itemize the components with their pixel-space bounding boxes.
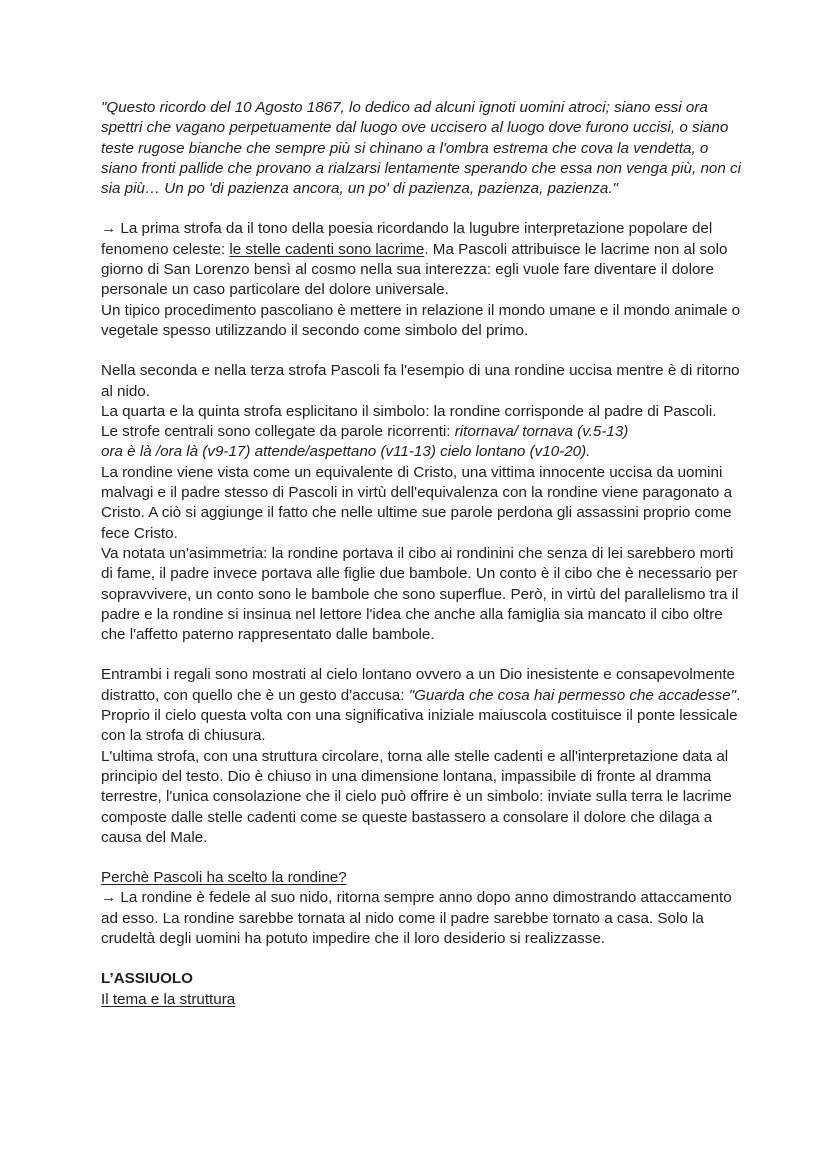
gifts-text: Entrambi i regali sono mostrati al cielo lontano ovvero a un Dio inesistente e consapevolmente distratto, con quello che è un gesto d'accusa: [101, 666, 736, 704]
accusation-quote: "Guarda che cosa hai permesso che accadesse" [408, 686, 737, 704]
last-stanza-paragraph: L'ultima strofa, con una struttura circolare, torna alle stelle cadenti e all'interpretazione data al principio del testo. Dio è chiuso in una dimensione lontana, impassibile di fronte al dramma terrestre, l'unica consolazione che il cielo può offrire è un simbolo: inviate sulla terra le lacrime composte dalle stelle cadenti come se queste bastassero a consolare il dolore che dilaga a causa del Male. [101, 747, 732, 846]
recurring-words-intro: Le strofe centrali sono collegate da parole ricorrenti: [101, 423, 455, 441]
paragraph-gap [101, 848, 741, 868]
swallow-question: Perchè Pascoli ha scelto la rondine? [101, 869, 347, 887]
asymmetry-paragraph: Va notata un'asimmetria: la rondine portava il cibo ai rondinini che senza di lei sarebbero morti di fame, il padre invece portava alle figlie due bambole. Un conto è il cibo che è necessario per sopravvivere, un conto sono le bambole che sono superflue. Però, in virtù del parallelismo tra il padre e la rondine si insinua nel lettore l'idea che anche alla famiglia sia mancato il cibo oltre che l'affetto paterno rappresentato dalle bambole. [101, 544, 739, 644]
sky-bridge-paragraph: Proprio il cielo questa volta con una significativa iniziale maiuscola costituisce il ponte lessicale con la strofa di chiusura. [101, 707, 738, 745]
pascoli-procedure-paragraph: Un tipico procedimento pascoliano è mettere in relazione il mondo umane e il mondo animale o vegetale spesso utilizzando il secondo come simbolo del primo. [101, 301, 741, 339]
section-heading: L’ASSIUOLO [101, 970, 193, 988]
gifts-text-end: . [736, 686, 741, 704]
first-stanza-text: La prima strofa da il tono della poesia ricordando la lugubre interpretazione popolare del fenomeno celeste: [101, 220, 713, 258]
paragraph-gap [101, 645, 741, 665]
swallow-answer [101, 888, 741, 949]
swallow-answer-text: La rondine è fedele al suo nido, ritorna sempre anno dopo anno dimostrando attaccamento ad esso. La rondine sarebbe tornata al nido come il padre sarebbe tornato a casa. Solo la crudeltà degli uomini ha potuto impedire che il loro desiderio si realizzasse. [101, 889, 732, 947]
falling-stars-phrase: le stelle cadenti sono lacrime [229, 240, 425, 258]
christ-equivalence-paragraph: La rondine viene vista come un equivalente di Cristo, una vittima innocente uccisa da uomini malvagi e il padre stesso di Pascoli in virtù dell'equivalenza con la rondine viene paragonato a Cristo. A ciò si aggiunge il fatto che nelle ultime sue parole perdona gli assassini proprio come fece Cristo. [101, 463, 733, 542]
gifts-paragraph [101, 665, 741, 706]
recurring-words-list-2: ora è là /ora là (v9-17) attende/aspettano (v11-13) cielo lontano (v10-20). [101, 443, 591, 461]
swallow-example-paragraph: Nella seconda e nella terza strofa Pascoli fa l'esempio di una rondine uccisa mentre è di ritorno al nido. [101, 362, 740, 400]
arrow-icon: → [101, 220, 117, 238]
paragraph-gap [101, 341, 741, 361]
arrow-icon: → [101, 889, 117, 907]
dedication-quote: "Questo ricordo del 10 Agosto 1867, lo dedico ad alcuni ignoti uomini atroci; siano essi ora spettri che vagano perpetuamente dal luogo ove uccisero al luogo dove furono uccisi, o siano teste rugose bianche che sempre più si chinano a l'ombra estrema che cova la vendetta, o siano fronti pallide che provano a rialzarsi lentamente sperando che essa non venga più, non ci sia più… Un po 'di pazienza ancora, un po' di pazienza, pazienza, pazienza." [101, 99, 741, 198]
section-subheading: Il tema e la struttura [101, 990, 236, 1008]
paragraph-gap [101, 199, 741, 219]
first-stanza-text-cont: . Ma Pascoli attribuisce le lacrime non al solo giorno di San Lorenzo bensì al cosmo nella sua interezza: egli vuole fare diventare il dolore personale un caso particolare del dolore universale. [101, 240, 728, 299]
recurring-words-paragraph [101, 422, 741, 463]
recurring-words-list-1: ritornava/ tornava (v.5-13) [454, 423, 629, 441]
symbol-paragraph: La quarta e la quinta strofa esplicitano il simbolo: la rondine corrisponde al padre di Pascoli. [101, 402, 717, 420]
paragraph-gap [101, 949, 741, 969]
first-stanza-paragraph [101, 219, 741, 300]
document-page [101, 98, 741, 1010]
